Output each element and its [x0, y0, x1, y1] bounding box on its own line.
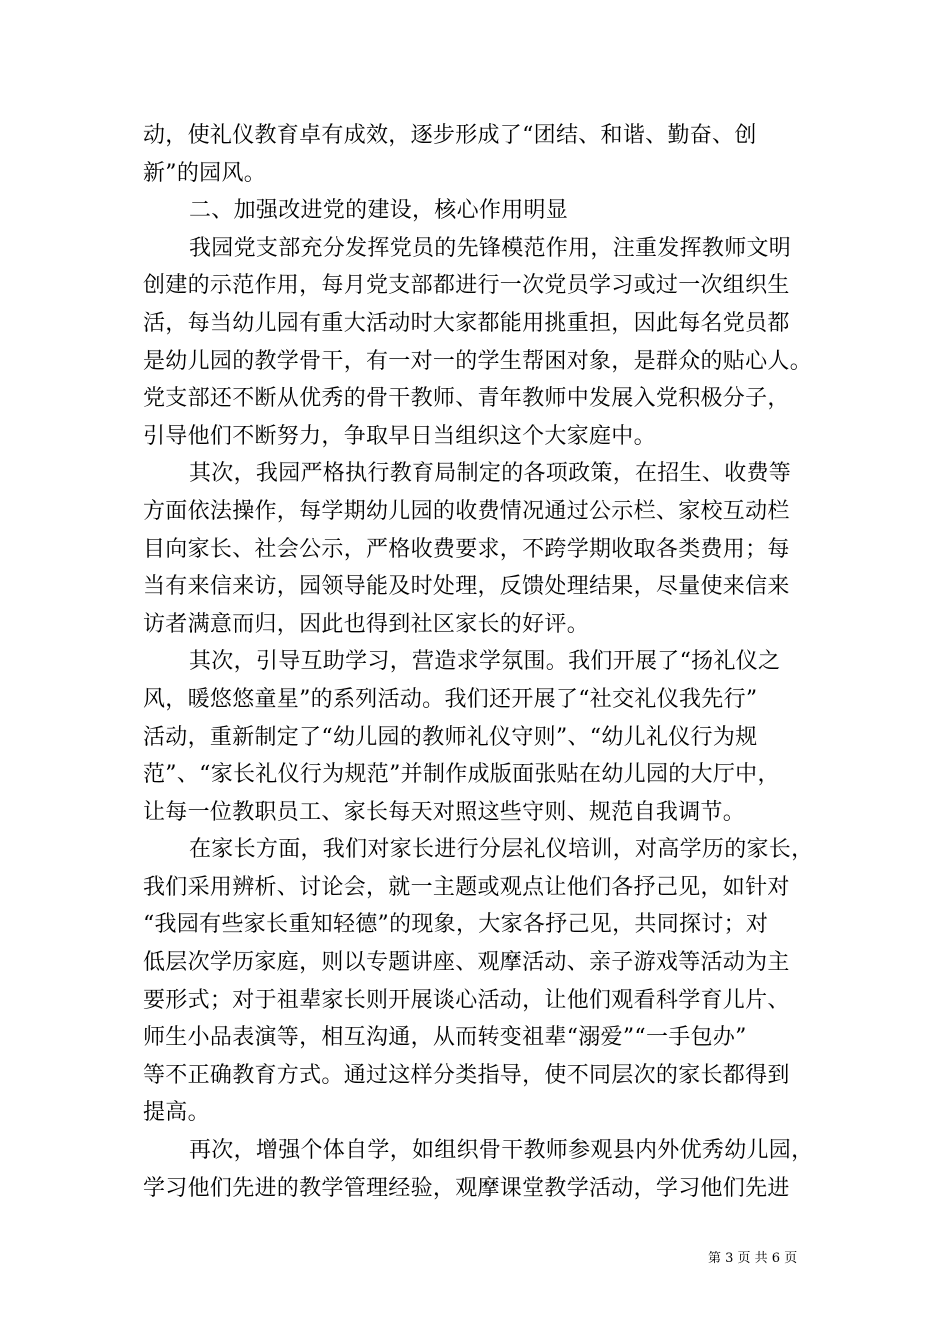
text-line: 让每一位教职员工、家长每天对照这些守则、规范自我调节。	[143, 799, 746, 825]
text-line: 方面依法操作，每学期幼儿园的收费情况通过公示栏、家校互动栏	[143, 498, 790, 524]
text-line: 党支部还不断从优秀的骨干教师、青年教师中发展入党积极分子，	[143, 386, 790, 412]
text-line: 在家长方面，我们对家长进行分层礼仪培训，对高学历的家长，	[189, 837, 814, 863]
text-line: 新”的园风。	[143, 160, 267, 186]
text-line: 目向家长、社会公示，严格收费要求，不跨学期收取各类费用；每	[143, 536, 790, 562]
body-text	[143, 117, 814, 1207]
text-line: 我园党支部充分发挥党员的先锋模范作用，注重发挥教师文明	[189, 235, 792, 261]
text-line: 当有来信来访，园领导能及时处理，反馈处理结果，尽量使来信来	[143, 574, 790, 600]
page-number: 第 3 页 共 6 页	[708, 1251, 798, 1266]
text-line: 等不正确教育方式。通过这样分类指导，使不同层次的家长都得到	[143, 1062, 790, 1088]
text-line: 提高。	[143, 1100, 210, 1126]
text-line: 活动，重新制定了“幼儿园的教师礼仪守则”、“幼儿礼仪行为规	[143, 724, 758, 750]
text-line: “我园有些家长重知轻德”的现象，大家各抒己见，共同探讨；对	[143, 912, 769, 938]
text-line: 其次，我园严格执行教育局制定的各项政策，在招生、收费等	[189, 461, 792, 487]
text-line: 再次，增强个体自学，如组织骨干教师参观县内外优秀幼儿园，	[189, 1138, 814, 1164]
text-line: 创建的示范作用，每月党支部都进行一次党员学习或过一次组织生	[143, 273, 790, 299]
text-line: 是幼儿园的教学骨干，有一对一的学生帮困对象，是群众的贴心人。	[143, 348, 813, 374]
text-line: 学习他们先进的教学管理经验，观摩课堂教学活动，学习他们先进	[143, 1175, 790, 1201]
text-line: 动，使礼仪教育卓有成效，逐步形成了“团结、和谐、勤奋、创	[143, 123, 757, 148]
text-line: 风，暖悠悠童星”的系列活动。我们还开展了“社交礼仪我先行”	[143, 686, 758, 712]
text-line: 我们采用辨析、讨论会，就一主题或观点让他们各抒己见，如针对	[143, 874, 790, 900]
text-line: 低层次学历家庭，则以专题讲座、观摩活动、亲子游戏等活动为主	[143, 950, 790, 976]
text-line: 引导他们不断努力，争取早日当组织这个大家庭中。	[143, 423, 656, 449]
text-line: 二、加强改进党的建设，核心作用明显	[189, 198, 569, 224]
text-line: 访者满意而归，因此也得到社区家长的好评。	[143, 611, 590, 637]
text-line: 其次，引导互助学习，营造求学氛围。我们开展了“扬礼仪之	[189, 649, 781, 675]
text-line: 要形式；对于祖辈家长则开展谈心活动，让他们观看科学育儿片、	[143, 987, 790, 1013]
text-line: 活，每当幼儿园有重大活动时大家都能用挑重担，因此每名党员都	[143, 310, 790, 336]
text-line: 范”、“家长礼仪行为规范”并制作成版面张贴在幼儿园的大厅中，	[143, 762, 780, 788]
text-line: 师生小品表演等，相互沟通，从而转变祖辈“溺爱”“一手包办”	[143, 1025, 747, 1051]
